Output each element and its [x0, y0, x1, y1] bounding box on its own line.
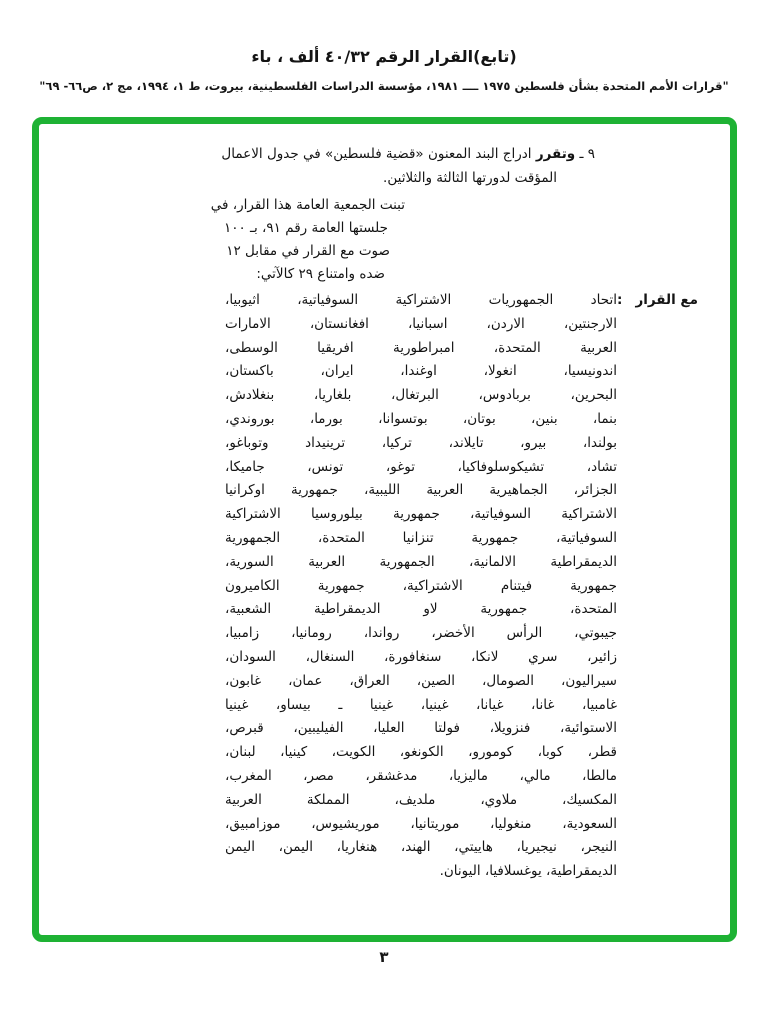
page-title: (تابع)القرار الرقم ٤٠/٣٢ ألف ، باء	[251, 47, 517, 66]
vote-with-section	[69, 289, 700, 884]
clause-number: ٩ ـ	[575, 146, 595, 162]
adoption-line: ضده وامتناع ٢٩ كالآتي:	[256, 266, 385, 282]
country-list-line: الجزائر، الجماهيرية العربية الليبية، جمهورية اوكرانيا	[225, 482, 617, 499]
vote-with-label	[617, 289, 700, 313]
country-list-line: زائير، سري لانكا، سنغافورة، السنغال، السودان،	[225, 648, 617, 665]
country-list-line: غامبيا، غانا، غيانا، غينيا، غينيا ـ بيساو، غينيا	[225, 696, 617, 713]
country-list-line: مالطا، مالي، ماليزيا، مدغشقر، مصر، المغرب،	[225, 767, 617, 784]
country-list-line: بنما، بنين، بوتان، بوتسوانا، بورما، بوروندي،	[225, 410, 617, 427]
clause-keyword: وتقرر	[535, 146, 576, 162]
country-list-line: السعودية، منغوليا، موريتانيا، موريشيوس، موزامبيق،	[225, 815, 617, 832]
page-subtitle: "قرارات الأمم المتحدة بشأن فلسطين ١٩٧٥ ــــ ١٩٨١، مؤسسة الدراسات الفلسطينية، بيروت، ط ١، ١٩٩٤، مج ٢، ص٦٦- ٦٩"	[39, 79, 729, 93]
country-list-line: جيبوتي، الرأس الأخضر، رواندا، رومانيا، زامبيا،	[225, 625, 617, 642]
country-list-line: العربية المتحدة، امبراطورية افريقيا الوسطى،	[225, 339, 617, 356]
country-list-line: الديمقراطية، يوغسلافيا، اليونان.	[439, 863, 617, 880]
adoption-line: تبنت الجمعية العامة هذا القرار، في	[210, 197, 405, 213]
country-list-line: الاشتراكية السوفياتية، جمهورية بيلوروسيا الاشتراكية	[225, 506, 617, 523]
country-list-line: السوفياتية، جمهورية تنزانيا المتحدة، الجمهورية	[225, 529, 617, 546]
vote-with-colon: :	[617, 292, 623, 308]
country-list-line: المتحدة، جمهورية لاو الديمقراطية الشعبية،	[225, 601, 617, 618]
adoption-paragraph	[69, 194, 700, 286]
country-list-line: الارجنتين، الاردن، اسبانيا، افغانستان، الامارات	[225, 315, 617, 332]
country-list-line: قطر، كوبا، كومورو، الكونغو، الكويت، كينيا، لبنان،	[225, 744, 617, 761]
adoption-line: صوت مع القرار في مقابل ١٢	[226, 243, 390, 259]
country-list-line: النيجر، نيجيريا، هاييتي، الهند، هنغاريا، اليمن، اليمن	[225, 839, 617, 856]
clause-line-2: المؤقت لدورتها الثالثة والثلاثين.	[383, 170, 557, 186]
content-box	[32, 117, 737, 942]
country-list-line: المكسيك، ملاوي، ملديف، المملكة العربية	[225, 791, 617, 808]
vote-with-label-text: مع القرار	[635, 292, 698, 308]
country-list-line: اتحاد الجمهوريات الاشتراكية السوفياتية، اثيوبيا،	[225, 292, 617, 308]
clause-text: ادراج البند المعنون «قضية فلسطين» في جدول الاعمال	[221, 146, 536, 162]
country-list-line: الديمقراطية الالمانية، الجمهورية العربية السورية،	[225, 553, 617, 570]
country-list-line: تشاد، تشيكوسلوفاكيا، توغو، تونس، جاميكا،	[225, 458, 617, 475]
country-list-line: اندونيسيا، انغولا، اوغندا، ايران، باكستان،	[225, 363, 617, 380]
clause-line-1	[69, 142, 595, 166]
adoption-line: جلستها العامة رقم ٩١، بـ ١٠٠	[224, 220, 388, 236]
document-body	[39, 124, 730, 884]
country-list	[225, 289, 617, 884]
country-list-line: الاستوائية، فنزويلا، فولتا العليا، الفيليبين، قبرص،	[225, 720, 617, 737]
country-list-line: سيراليون، الصومال، الصين، العراق، عمان، غابون،	[225, 672, 617, 689]
country-list-line: بولندا، بيرو، تايلاند، تركيا، ترينيداد وتوباغو،	[225, 434, 617, 451]
country-list-line: جمهورية فيتنام الاشتراكية، جمهورية الكاميرون	[225, 577, 617, 594]
page-number: ٣	[379, 948, 389, 966]
country-list-line: البحرين، بربادوس، البرتغال، بلغاريا، بنغلادش،	[225, 387, 617, 404]
